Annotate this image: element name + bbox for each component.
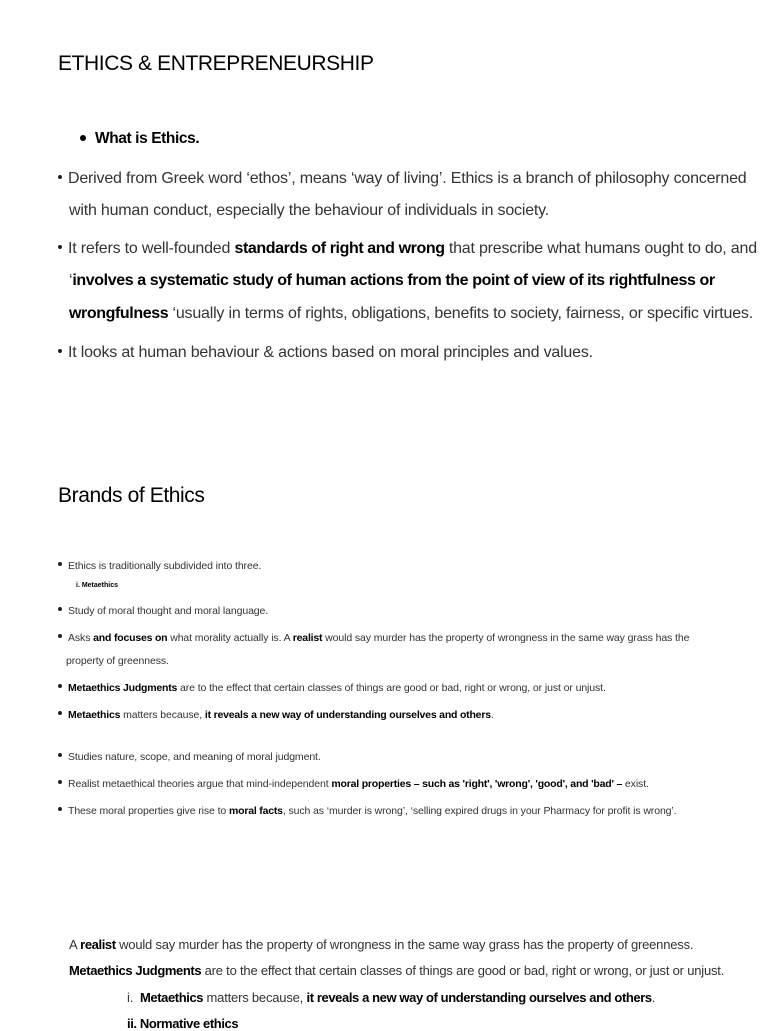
list-item-cont: property of greenness. <box>66 655 169 667</box>
bullet-icon <box>58 562 62 566</box>
bullet-icon <box>58 634 62 638</box>
bullet-icon <box>58 684 62 688</box>
numbered-item-metaethics: i. Metaethics matters because, it reveals a new way of understanding ourselves and others. <box>127 990 656 1005</box>
paragraph-refers: It refers to well-founded standards of right and wrong that prescribe what humans ought to do, and <box>58 240 757 258</box>
list-item: These moral properties give rise to moral facts, such as ‘murder is wrong’, ‘selling expired drugs in your Pharmacy for profit is wrong’. <box>58 805 676 817</box>
list-item: Ethics is traditionally subdivided into three. <box>58 560 261 572</box>
list-item: Asks and focuses on what morality actually is. A realist would say murder has the property of wrongness in the same way grass has the <box>58 632 689 644</box>
list-item: Metaethics matters because, it reveals a new way of understanding ourselves and others. <box>58 709 494 721</box>
bullet-icon <box>58 711 62 715</box>
bullet-icon <box>58 349 62 353</box>
bullet-icon <box>80 135 86 141</box>
list-item: Study of moral thought and moral language. <box>58 605 268 617</box>
list-item: Realist metaethical theories argue that mind-independent moral properties – such as 'right', 'wrong', 'good', and 'bad' – exist. <box>58 778 649 790</box>
bullet-icon <box>58 607 62 611</box>
paragraph-derived-cont: with human conduct, especially the behaviour of individuals in society. <box>69 202 550 219</box>
bullet-icon <box>58 807 62 811</box>
paragraph-looks: It looks at human behaviour & actions based on moral principles and values. <box>58 344 593 362</box>
paragraph-refers-line3: wrongfulness ‘usually in terms of rights, obligations, benefits to society, fairness, or specific virtues. <box>69 305 753 322</box>
section-title-brands: Brands of Ethics <box>58 484 205 507</box>
list-item: Metaethics Judgments are to the effect that certain classes of things are good or bad, right or wrong, or just or unjust. <box>58 682 606 694</box>
paragraph-judgments: Metaethics Judgments are to the effect that certain classes of things are good or bad, right or wrong, or just or unjust. <box>69 963 725 978</box>
bullet-icon <box>58 245 62 249</box>
numbered-item-normative: ii. Normative ethics <box>127 1016 239 1031</box>
bullet-icon <box>58 780 62 784</box>
paragraph-derived: Derived from Greek word ‘ethos’, means ‘way of living’. Ethics is a branch of philosophy concerned <box>58 170 747 188</box>
sub-list-label: i. Metaethics <box>76 582 119 589</box>
document-title: ETHICS & ENTREPRENEURSHIP <box>58 52 374 75</box>
bullet-icon <box>58 175 62 179</box>
bullet-icon <box>58 753 62 757</box>
paragraph-refers-line2: ‘involves a systematic study of human actions from the point of view of its rightfulness or <box>69 272 715 289</box>
list-item: Studies nature, scope, and meaning of moral judgment. <box>58 751 321 763</box>
what-is-ethics-heading: What is Ethics. <box>80 130 199 148</box>
paragraph-realist: A realist would say murder has the property of wrongness in the same way grass has the property of greenness. <box>69 937 694 952</box>
